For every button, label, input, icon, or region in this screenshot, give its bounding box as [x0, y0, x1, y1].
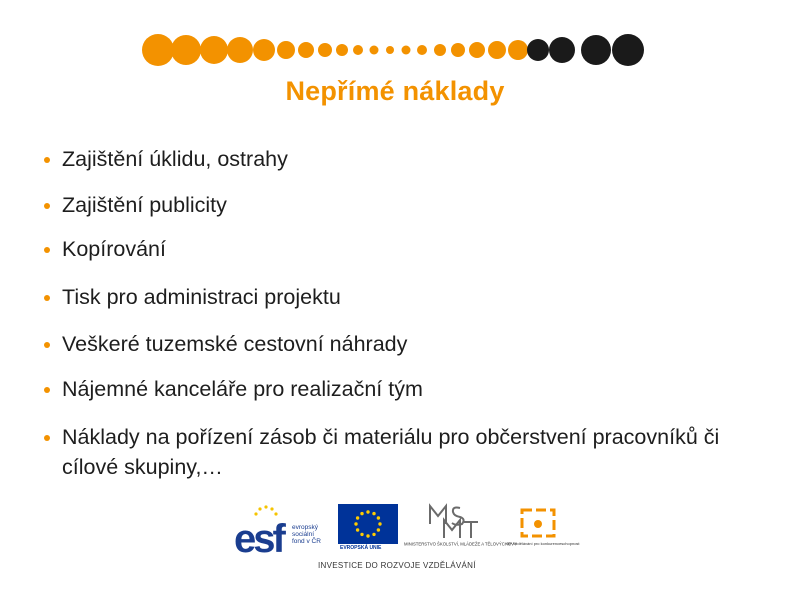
bullet-item: Náklady na pořízení zásob či materiálu pro občerstvení pracovníků či cílové skupiny,…: [44, 422, 722, 482]
eu-star-icon: [372, 533, 375, 536]
eu-star-icon: [356, 528, 359, 531]
eu-star-icon: [366, 534, 369, 537]
logo-tagline: INVESTICE DO ROZVOJE VZDĚLÁVÁNÍ: [318, 561, 476, 570]
op-vk-logo: [516, 504, 560, 542]
decorative-dot-band: [0, 0, 794, 80]
orange-dot-icon: [451, 43, 465, 57]
eu-star-icon: [372, 512, 375, 515]
black-dot-icon: [527, 39, 549, 61]
black-dot-icon: [612, 34, 644, 66]
msmt-caption: MINISTERSTVO ŠKOLSTVÍ, MLÁDEŽE A TĚLOVÝCHOVY: [404, 542, 517, 548]
eu-flag-icon: [338, 504, 398, 544]
msmt-logo: [426, 502, 482, 540]
orange-dot-icon: [318, 43, 332, 57]
orange-dot-icon: [402, 46, 411, 55]
orange-dot-icon: [171, 35, 201, 65]
slide-title: Nepřímé náklady: [285, 76, 505, 106]
orange-dot-icon: [488, 41, 506, 59]
orange-dot-icon: [227, 37, 253, 63]
eu-star-icon: [378, 522, 381, 525]
bullet-item: Kopírování: [44, 234, 166, 264]
orange-dot-icon: [336, 44, 348, 56]
orange-dot-icon: [277, 41, 295, 59]
eu-star-icon: [366, 510, 369, 513]
bullet-dot-icon: [44, 247, 50, 253]
orange-dot-icon: [253, 39, 275, 61]
bullet-dot-icon: [44, 295, 50, 301]
svg-text:esf: esf: [234, 517, 283, 556]
orange-dot-icon: [200, 36, 228, 64]
eu-star-icon: [360, 512, 363, 515]
esf-caption: evropský sociální fond v ČR: [292, 524, 321, 545]
bullet-dot-icon: [44, 387, 50, 393]
orange-dot-icon: [353, 45, 363, 55]
orange-dot-icon: [298, 42, 314, 58]
logo-strip: [234, 502, 580, 574]
orange-dot-icon: [386, 46, 394, 54]
bullet-item: Tisk pro administraci projektu: [44, 282, 341, 312]
orange-dot-icon: [370, 46, 379, 55]
bullet-item: Zajištění publicity: [44, 190, 227, 220]
op-caption: OP Vzdělávání pro konkurenceschopnost: [506, 542, 580, 547]
bullet-item: Nájemné kanceláře pro realizační tým: [44, 374, 423, 404]
orange-dot-icon: [469, 42, 485, 58]
orange-dot-icon: [434, 44, 446, 56]
orange-dot-icon: [142, 34, 174, 66]
black-dot-icon: [549, 37, 575, 63]
eu-star-icon: [360, 533, 363, 536]
bullet-item: Veškeré tuzemské cestovní náhrady: [44, 329, 407, 359]
bullet-dot-icon: [44, 203, 50, 209]
eu-star-icon: [377, 528, 380, 531]
bullet-item: Zajištění úklidu, ostrahy: [44, 144, 288, 174]
orange-dot-icon: [508, 40, 528, 60]
orange-dot-icon: [417, 45, 427, 55]
eu-star-icon: [354, 522, 357, 525]
black-dot-icon: [581, 35, 611, 65]
eu-star-icon: [356, 516, 359, 519]
bullet-dot-icon: [44, 435, 50, 441]
eu-star-icon: [377, 516, 380, 519]
bullet-dot-icon: [44, 157, 50, 163]
eu-caption: EVROPSKÁ UNIE: [340, 545, 382, 551]
bullet-dot-icon: [44, 342, 50, 348]
